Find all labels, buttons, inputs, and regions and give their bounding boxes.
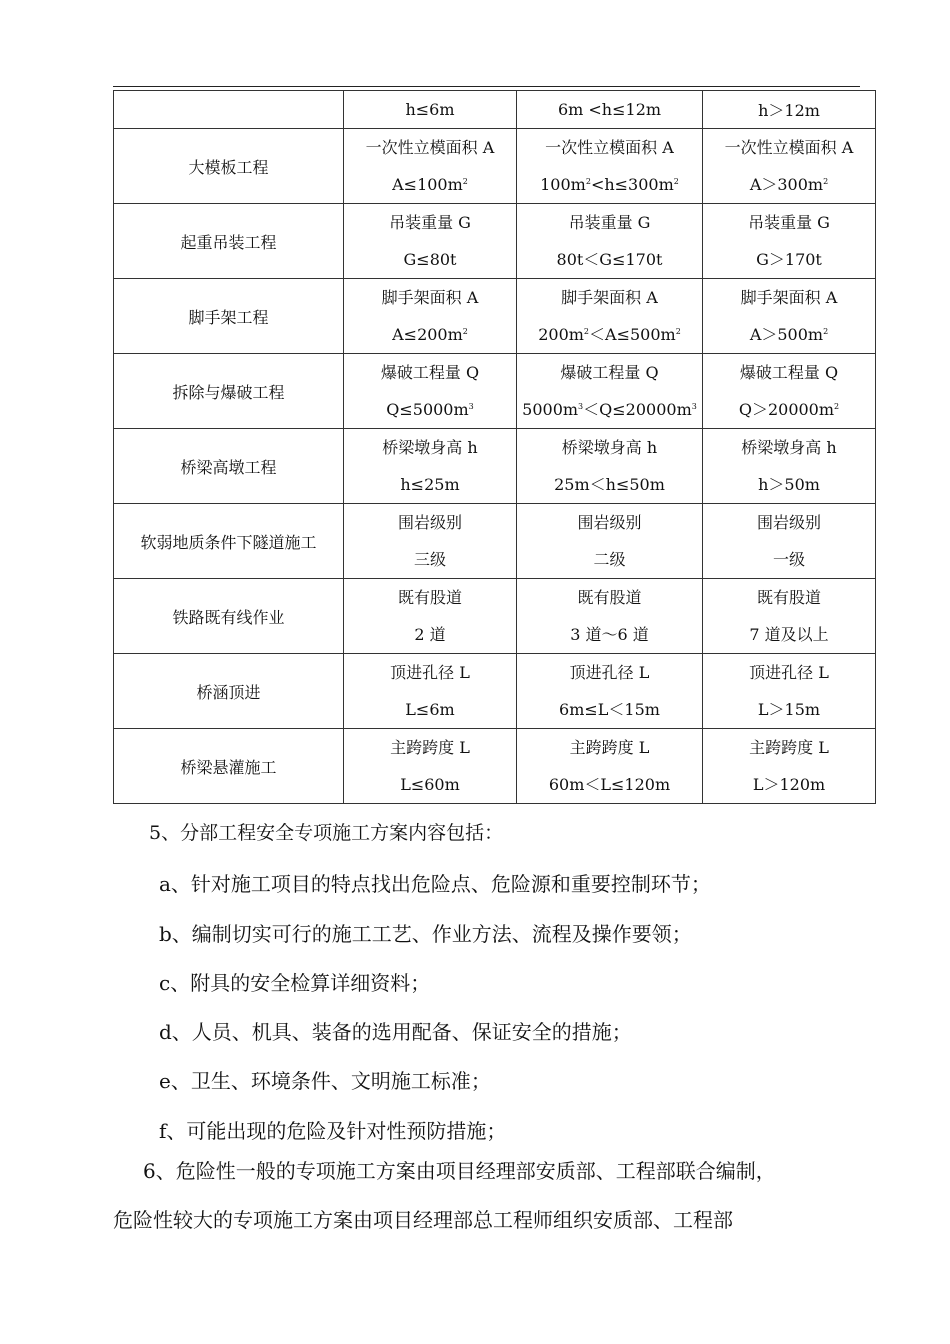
table-cell <box>703 579 876 654</box>
header-rule <box>113 86 860 87</box>
cell-range: $Q\le 5000m^3$ <box>386 400 474 419</box>
table-header-row <box>114 91 876 129</box>
header-cell-empty <box>114 91 344 129</box>
row-label: 桥涵顶进 <box>114 654 344 729</box>
cell-range: L≤6m <box>405 700 455 719</box>
cell-metric: 爆破工程量 Q <box>380 363 480 382</box>
table-row <box>114 129 876 204</box>
cell-range: L＞15m <box>757 700 821 719</box>
table-cell <box>517 729 703 804</box>
cell-range: $100m^2<h\le 300m^2$ <box>540 175 679 194</box>
cell-metric: 爆破工程量 Q <box>739 363 839 382</box>
cell-metric: 主跨跨度 L <box>749 738 829 757</box>
table-cell <box>517 429 703 504</box>
header-cell-high: h＞12m <box>703 91 876 129</box>
table-cell <box>344 129 517 204</box>
cell-range: 25m＜h≤50m <box>554 475 665 494</box>
table-cell <box>703 504 876 579</box>
cell-range: $A\le 100m^2$ <box>392 175 468 194</box>
table-cell <box>703 129 876 204</box>
cell-range: h≤25m <box>400 475 460 494</box>
row-label: 拆除与爆破工程 <box>114 354 344 429</box>
section-5-intro: 5、分部工程安全专项施工方案内容包括： <box>149 822 504 844</box>
table-cell <box>344 429 517 504</box>
list-item-a: a、针对施工项目的特点找出危险点、危险源和重要控制环节； <box>159 872 711 896</box>
cell-metric: 一次性立模面积 A <box>545 138 674 157</box>
cell-metric: 桥梁墩身高 h <box>741 438 837 457</box>
table-cell <box>517 504 703 579</box>
cell-range: G≤80t <box>403 250 457 269</box>
table-cell <box>517 204 703 279</box>
table-cell <box>703 654 876 729</box>
table-cell <box>344 729 517 804</box>
section-6-line-1: 6、危险性一般的专项施工方案由项目经理部安质部、工程部联合编制， <box>143 1159 776 1183</box>
cell-metric: 脚手架面积 A <box>561 288 658 307</box>
table-cell <box>344 579 517 654</box>
cell-range: 80t＜G≤170t <box>556 250 663 269</box>
header-cell-low: h≤6m <box>344 91 517 129</box>
table-cell <box>344 504 517 579</box>
cell-range: 7 道及以上 <box>749 625 829 644</box>
table-row <box>114 729 876 804</box>
cell-range: $A\le 200m^2$ <box>392 325 468 344</box>
row-label: 桥梁悬灌施工 <box>114 729 344 804</box>
cell-range: 60m＜L≤120m <box>548 775 671 794</box>
row-label: 铁路既有线作业 <box>114 579 344 654</box>
list-item-c: c、附具的安全检算详细资料； <box>159 971 431 995</box>
cell-metric: 主跨跨度 L <box>569 738 650 757</box>
cell-metric: 顶进孔径 L <box>749 663 829 682</box>
cell-range: L≤60m <box>400 775 460 794</box>
table-row <box>114 279 876 354</box>
cell-range: $A>500m^2$ <box>749 325 829 344</box>
table-cell <box>703 279 876 354</box>
cell-metric: 围岩级别 <box>397 513 462 532</box>
row-label: 软弱地质条件下隧道施工 <box>114 504 344 579</box>
list-item-f: f、可能出现的危险及针对性预防措施； <box>159 1119 507 1143</box>
cell-range: $Q>20000m^2$ <box>738 400 840 419</box>
row-label: 起重吊装工程 <box>114 204 344 279</box>
cell-metric: 脚手架面积 A <box>381 288 479 307</box>
cell-range: 三级 <box>413 550 446 569</box>
table-row <box>114 579 876 654</box>
list-item-b: b、编制切实可行的施工工艺、作业方法、流程及操作要领； <box>159 922 692 946</box>
cell-metric: 桥梁墩身高 h <box>561 438 658 457</box>
cell-metric: 吊装重量 G <box>568 213 651 232</box>
cell-range: h＞50m <box>758 475 820 494</box>
table-row <box>114 504 876 579</box>
cell-metric: 爆破工程量 Q <box>560 363 659 382</box>
row-label: 大模板工程 <box>114 129 344 204</box>
header-cell-mid: 6m <h≤12m <box>517 91 703 129</box>
cell-metric: 既有股道 <box>577 588 642 607</box>
cell-range: 2 道 <box>414 625 446 644</box>
table-row <box>114 654 876 729</box>
cell-range: $200m^2<A\le 500m^2$ <box>538 325 681 344</box>
cell-range: $5000m^3<Q\le 20000m^3$ <box>522 400 697 419</box>
table-cell <box>517 354 703 429</box>
table-cell <box>344 354 517 429</box>
table-cell <box>517 654 703 729</box>
table-cell <box>344 279 517 354</box>
cell-metric: 脚手架面积 A <box>740 288 838 307</box>
cell-metric: 围岩级别 <box>577 513 642 532</box>
table-cell <box>344 204 517 279</box>
list-item-e: e、卫生、环境条件、文明施工标准； <box>159 1069 491 1093</box>
cell-metric: 一次性立模面积 A <box>365 138 495 157</box>
hazard-scale-table <box>113 90 876 804</box>
cell-metric: 桥梁墩身高 h <box>382 438 478 457</box>
table-cell <box>703 729 876 804</box>
cell-range: 二级 <box>593 550 626 569</box>
row-label: 脚手架工程 <box>114 279 344 354</box>
cell-metric: 围岩级别 <box>756 513 821 532</box>
table-cell <box>517 129 703 204</box>
table-cell <box>344 654 517 729</box>
row-label: 桥梁高墩工程 <box>114 429 344 504</box>
table-cell <box>703 204 876 279</box>
cell-range: 6m≤L＜15m <box>559 700 660 719</box>
cell-metric: 吊装重量 G <box>748 213 830 232</box>
table-row <box>114 429 876 504</box>
cell-metric: 顶进孔径 L <box>390 663 470 682</box>
cell-metric: 吊装重量 G <box>389 213 471 232</box>
cell-metric: 既有股道 <box>397 588 462 607</box>
section-6-line-2: 危险性较大的专项施工方案由项目经理部总工程师组织安质部、工程部 <box>113 1208 733 1232</box>
table-cell <box>517 579 703 654</box>
cell-metric: 一次性立模面积 A <box>724 138 854 157</box>
table-cell <box>703 429 876 504</box>
cell-range: 3 道～6 道 <box>570 625 649 644</box>
cell-range: $A>300m^2$ <box>749 175 829 194</box>
cell-metric: 主跨跨度 L <box>390 738 470 757</box>
cell-range: G＞170t <box>756 250 822 269</box>
table-cell <box>703 354 876 429</box>
cell-metric: 顶进孔径 L <box>569 663 650 682</box>
cell-metric: 既有股道 <box>756 588 821 607</box>
cell-range: L＞120m <box>752 775 826 794</box>
table-row <box>114 204 876 279</box>
table-cell <box>517 279 703 354</box>
list-item-d: d、人员、机具、装备的选用配备、保证安全的措施； <box>159 1020 632 1044</box>
table-row <box>114 354 876 429</box>
cell-range: 一级 <box>772 550 805 569</box>
